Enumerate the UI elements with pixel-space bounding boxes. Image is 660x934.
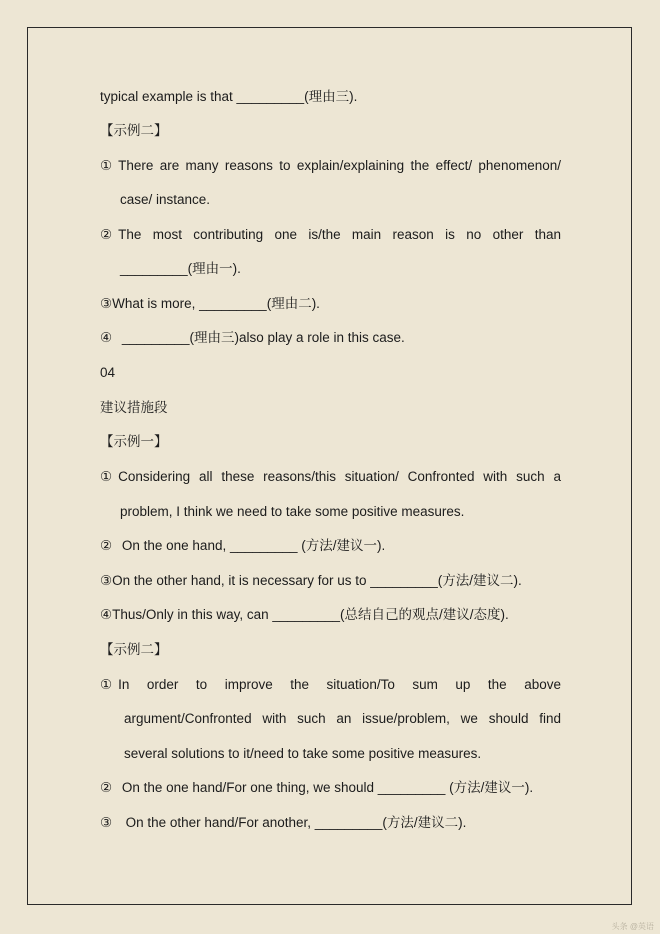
- text-line: case/ instance.: [120, 192, 211, 207]
- list-item: [100, 225, 561, 245]
- list-item-text: There are many reasons to explain/explaining the effect/ phenomenon/: [118, 158, 561, 173]
- list-item-text: On the other hand/For another, _________(方法/建议二).: [125, 815, 467, 830]
- list-item-text: The most contributing one is/the main reason is no other than: [118, 227, 561, 242]
- example-heading: 【示例二】: [100, 642, 168, 657]
- list-item: [100, 536, 561, 556]
- list-number: ②: [100, 538, 113, 553]
- list-item-text: Considering all these reasons/this situation/ Confronted with such a: [118, 469, 561, 484]
- list-number: ②: [100, 227, 113, 242]
- section-number: 04: [100, 365, 116, 380]
- list-number: ③: [100, 815, 113, 830]
- text-line: ③What is more, _________(理由二).: [100, 296, 320, 311]
- text-line: argument/Confronted with such an issue/problem, we should find: [124, 711, 561, 726]
- list-number: ①: [100, 469, 113, 484]
- example-heading: 【示例二】: [100, 123, 168, 138]
- list-number: ②: [100, 780, 113, 795]
- text-line: problem, I think we need to take some positive measures.: [120, 504, 465, 519]
- list-number: ①: [100, 677, 113, 692]
- text-line: typical example is that _________(理由三).: [100, 89, 358, 104]
- list-item: [100, 675, 561, 695]
- list-item-text: _________(理由三)also play a role in this case.: [121, 330, 405, 345]
- text-line: _________(理由一).: [120, 261, 241, 276]
- list-item: [100, 156, 561, 176]
- list-item-text: On the one hand, _________ (方法/建议一).: [121, 538, 386, 553]
- example-heading: 【示例一】: [100, 434, 168, 449]
- list-number: ①: [100, 158, 113, 173]
- list-item: [100, 328, 561, 348]
- watermark: 头条 @英语: [611, 922, 654, 931]
- text-line: ③On the other hand, it is necessary for us to _________(方法/建议二).: [100, 573, 522, 588]
- list-item: [100, 813, 561, 833]
- list-number: ④: [100, 330, 113, 345]
- section-title: 建议措施段: [100, 400, 168, 415]
- list-item-text: In order to improve the situation/To sum up the above: [118, 677, 561, 692]
- list-item-text: On the one hand/For one thing, we should _________ (方法/建议一).: [121, 780, 534, 795]
- list-item: [100, 467, 561, 487]
- text-line: ④Thus/Only in this way, can _________(总结自己的观点/建议/态度).: [100, 607, 509, 622]
- text-line: several solutions to it/need to take some positive measures.: [124, 746, 482, 761]
- list-item: [100, 778, 561, 798]
